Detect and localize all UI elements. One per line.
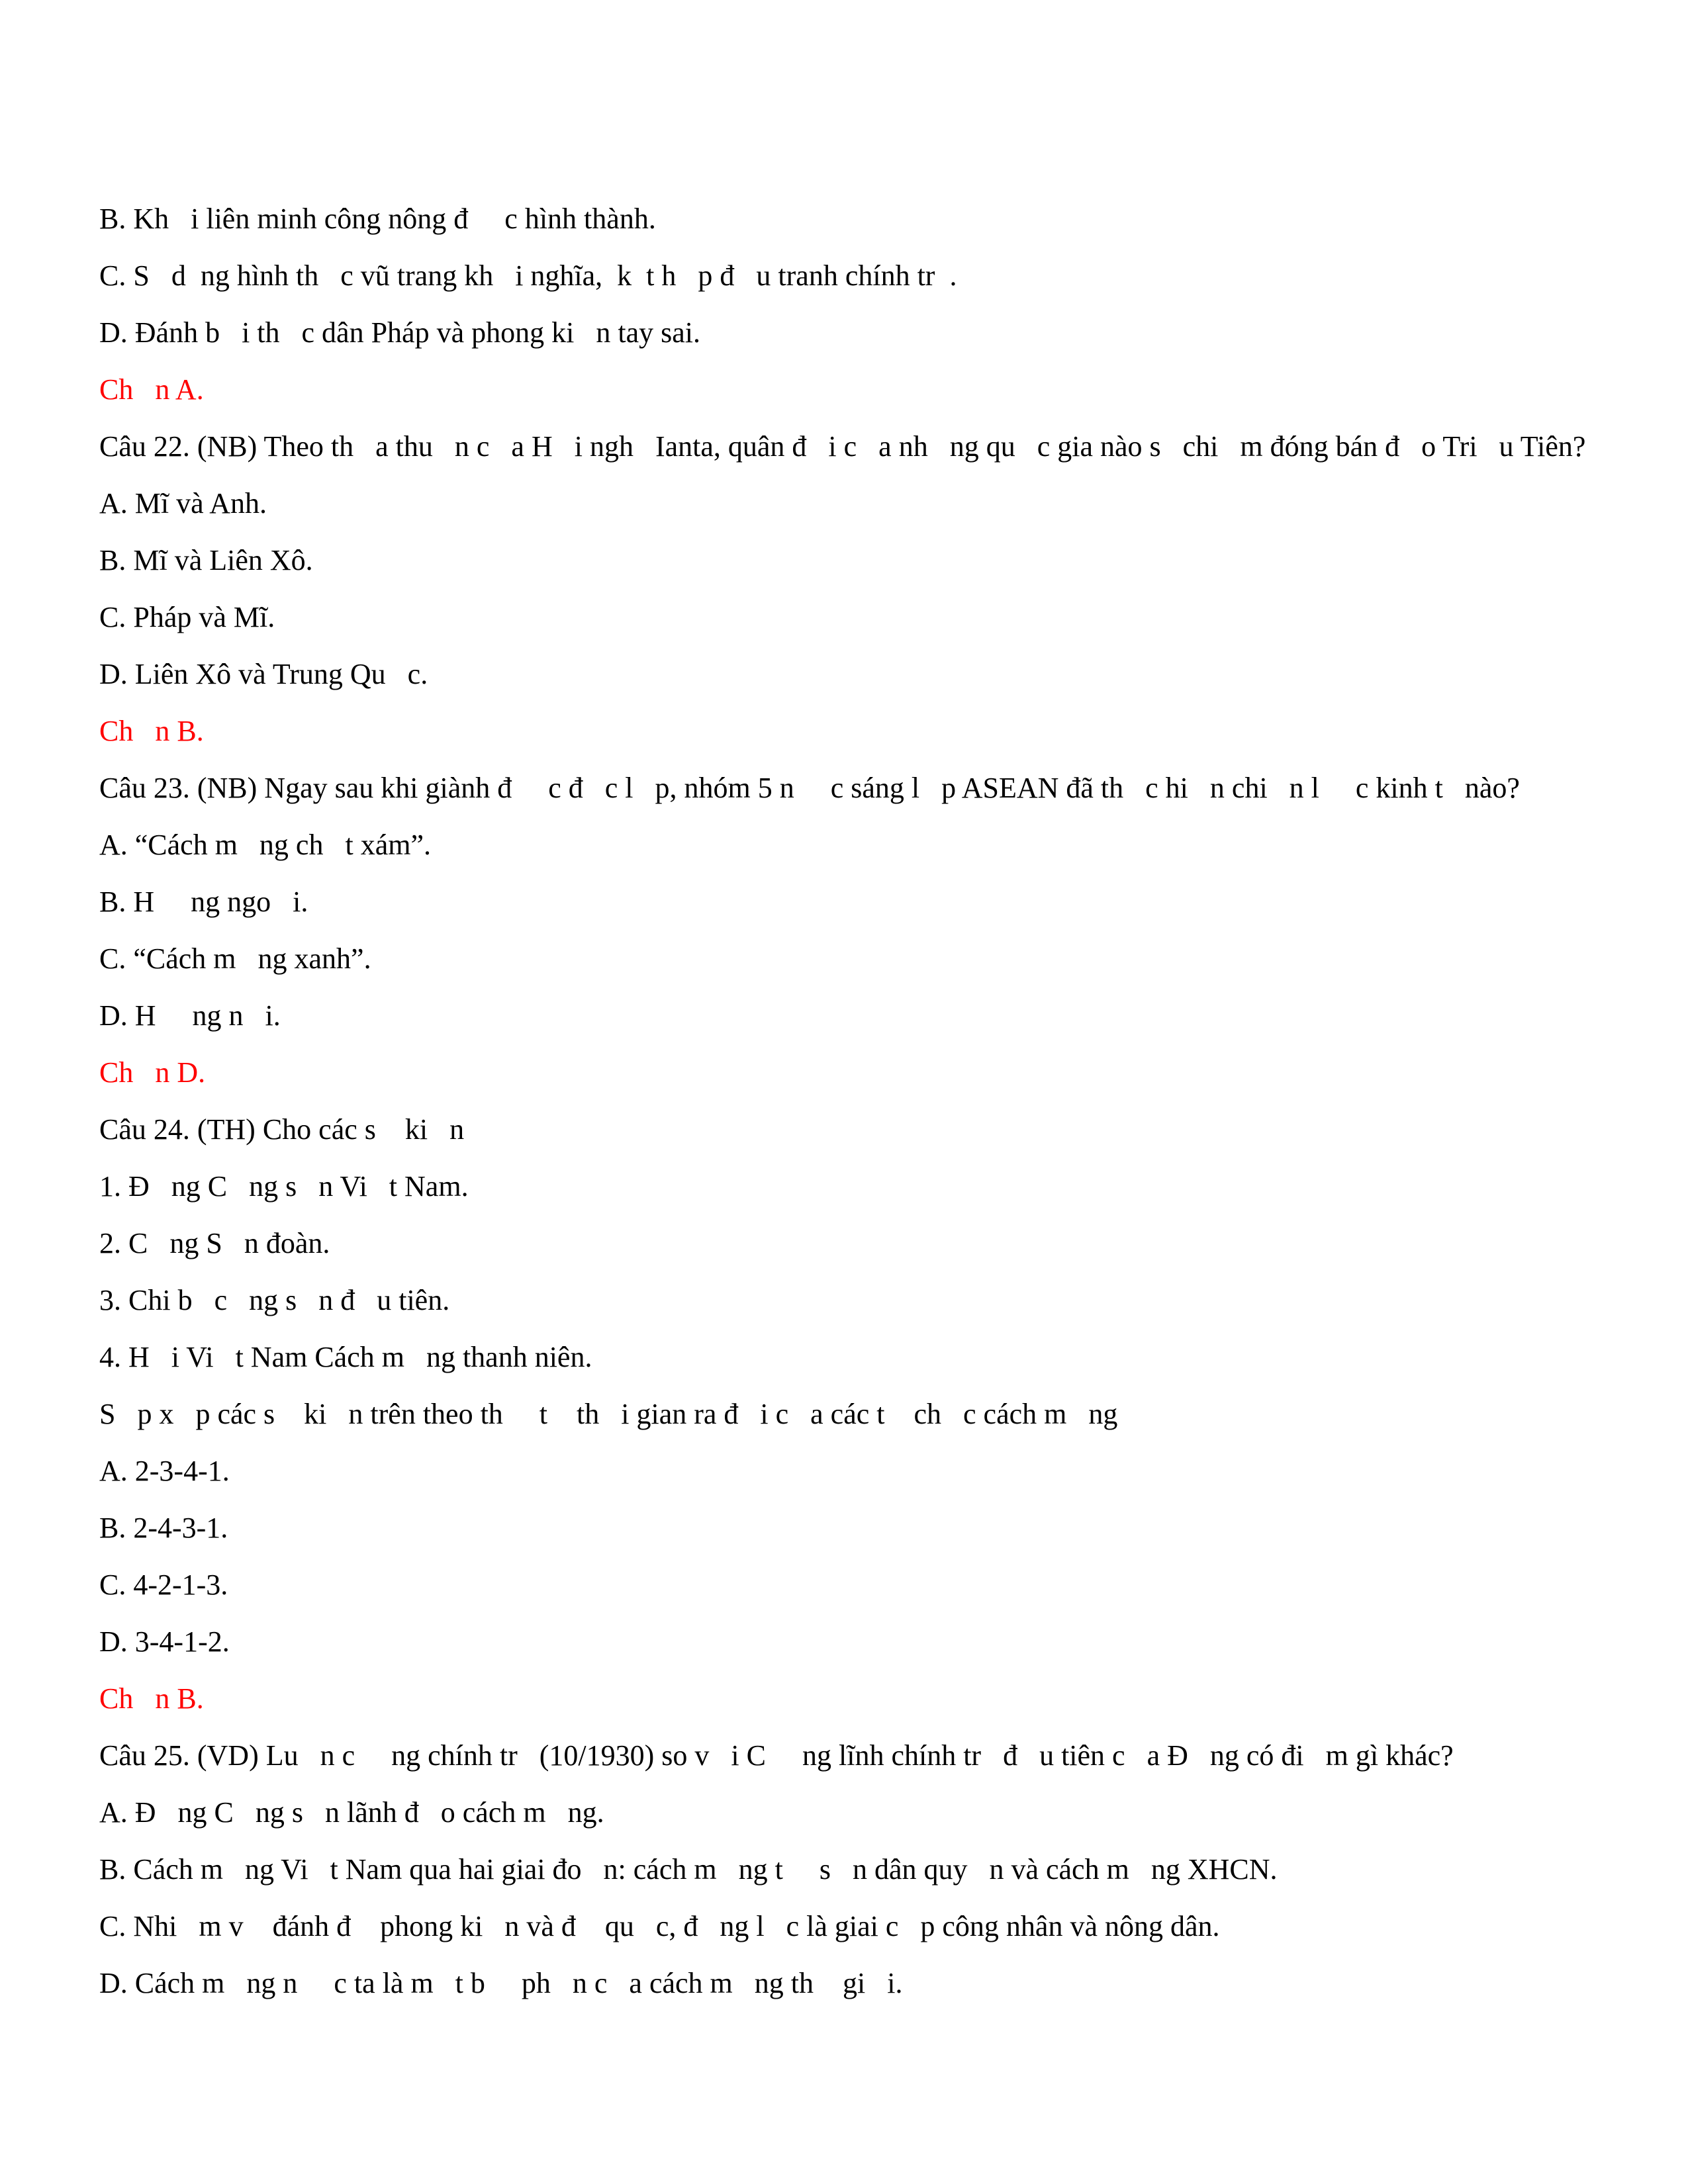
option-line: C. Pháp và Mĩ. xyxy=(99,601,275,633)
event-item: 2. C ng S n đoàn. xyxy=(99,1227,330,1259)
option-line: D. Cách m ng n c ta là m t b ph n c a cách m ng th gi i. xyxy=(99,1967,903,1999)
option-line: A. Đ ng C ng s n lãnh đ o cách m ng. xyxy=(99,1796,604,1829)
option-line: A. “Cách m ng ch t xám”. xyxy=(99,829,431,861)
option-line: D. 3-4-1-2. xyxy=(99,1625,230,1658)
option-line: C. S d ng hình th c vũ trang kh i nghĩa, k t h p đ u tranh chính tr . xyxy=(99,259,957,292)
option-line: C. Nhi m v đánh đ phong ki n và đ qu c, đ ng l c là giai c p công nhân và nông dân. xyxy=(99,1910,1220,1942)
document-page xyxy=(99,191,1589,2012)
option-line: B. 2-4-3-1. xyxy=(99,1512,228,1544)
event-item: 3. Chi b c ng s n đ u tiên. xyxy=(99,1284,450,1316)
answer-line: Ch n B. xyxy=(99,715,204,747)
option-line: B. H ng ngo i. xyxy=(99,886,308,918)
option-line: B. Kh i liên minh công nông đ c hình thành. xyxy=(99,203,656,235)
option-line: D. H ng n i. xyxy=(99,999,281,1032)
question-instruction: S p x p các s ki n trên theo th t th i gian ra đ i c a các t ch c cách m ng xyxy=(99,1398,1118,1430)
option-line: A. 2-3-4-1. xyxy=(99,1455,230,1487)
option-line: B. Mĩ và Liên Xô. xyxy=(99,544,313,576)
option-line: D. Đánh b i th c dân Pháp và phong ki n tay sai. xyxy=(99,316,700,349)
answer-line: Ch n B. xyxy=(99,1682,204,1715)
question-25: Câu 25. (VD) Lu n c ng chính tr (10/1930) so v i C ng lĩnh chính tr đ u tiên c a Đ ng có đi m gì khác? xyxy=(99,1739,1454,1772)
option-line: C. 4-2-1-3. xyxy=(99,1569,228,1601)
option-line: C. “Cách m ng xanh”. xyxy=(99,942,371,975)
event-item: 4. H i Vi t Nam Cách m ng thanh niên. xyxy=(99,1341,592,1373)
question-24: Câu 24. (TH) Cho các s ki n xyxy=(99,1113,465,1146)
option-line: B. Cách m ng Vi t Nam qua hai giai đo n: cách m ng t s n dân quy n và cách m ng XHCN. xyxy=(99,1853,1278,1886)
event-item: 1. Đ ng C ng s n Vi t Nam. xyxy=(99,1170,469,1203)
answer-line: Ch n D. xyxy=(99,1056,206,1089)
option-line: D. Liên Xô và Trung Qu c. xyxy=(99,658,428,690)
answer-line: Ch n A. xyxy=(99,373,204,406)
option-line: A. Mĩ và Anh. xyxy=(99,487,267,520)
question-22: Câu 22. (NB) Theo th a thu n c a H i ngh Ianta, quân đ i c a nh ng qu c gia nào s chi m đóng bán đ o Tri u Tiên? xyxy=(99,430,1586,463)
question-23: Câu 23. (NB) Ngay sau khi giành đ c đ c l p, nhóm 5 n c sáng l p ASEAN đã th c hi n chi n l c kinh t nào? xyxy=(99,772,1520,804)
